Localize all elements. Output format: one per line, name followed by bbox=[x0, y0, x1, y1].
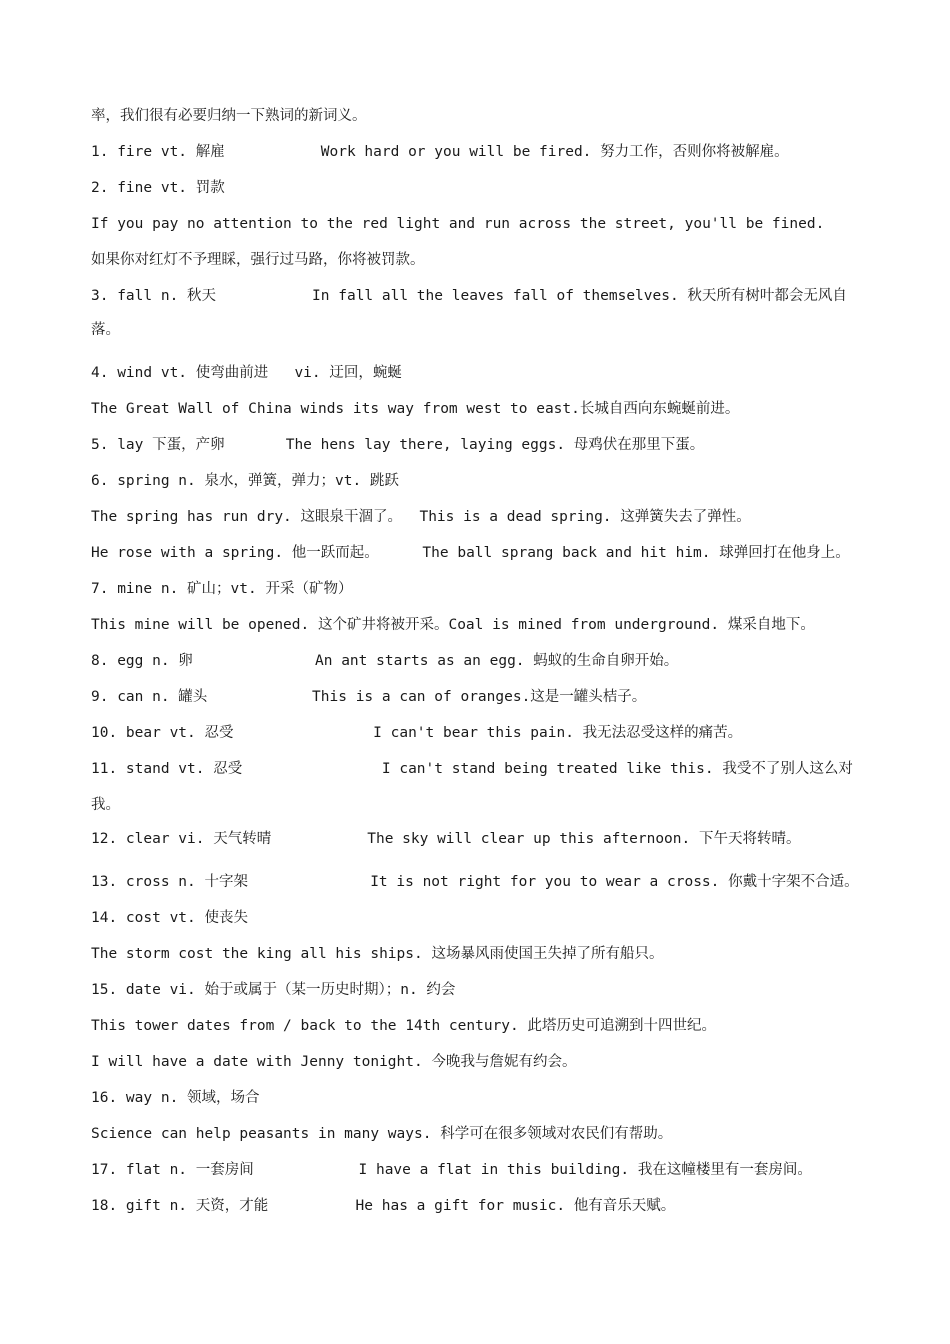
text-line: 率，我们很有必要归纳一下熟词的新词义。 bbox=[91, 108, 367, 124]
text-line bbox=[91, 1224, 866, 1260]
text-line: 8. egg n. 卵 An ant starts as an egg. 蚂蚁的生命自卵开始。 bbox=[91, 653, 679, 669]
text-line: 15. date vi. 始于或属于（某一历史时期）；n. 约会 bbox=[91, 982, 456, 998]
text-line: The spring has run dry. 这眼泉干涸了。 This is a dead spring. 这弹簧失去了弹性。 bbox=[91, 509, 751, 525]
text-line: 14. cost vt. 使丧失 bbox=[91, 910, 248, 926]
text-line: The Great Wall of China winds its way from west to east.长城自西向东蜿蜒前进。 bbox=[91, 401, 740, 417]
text-line: He rose with a spring. 他一跃而起。 The ball sprang back and hit him. 球弹回打在他身上。 bbox=[91, 545, 850, 561]
text-line: This mine will be opened. 这个矿井将被开采。Coal is mined from underground. 煤采自地下。 bbox=[91, 617, 815, 633]
text-line: 18. gift n. 天资，才能 He has a gift for music. 他有音乐天赋。 bbox=[91, 1198, 676, 1214]
text-line: 如果你对红灯不予理睬，强行过马路，你将被罚款。 bbox=[91, 252, 425, 268]
text-line: 6. spring n. 泉水，弹簧，弹力；vt. 跳跃 bbox=[91, 473, 399, 489]
text-line: 10. bear vt. 忍受 I can't bear this pain. 我无法忍受这样的痛苦。 bbox=[91, 725, 743, 741]
text-line: Science can help peasants in many ways. 科学可在很多领域对农民们有帮助。 bbox=[91, 1126, 673, 1142]
text-line: 12. clear vi. 天气转晴 The sky will clear up this afternoon. 下午天将转晴。 bbox=[91, 831, 801, 847]
text-line: This tower dates from / back to the 14th century. 此塔历史可追溯到十四世纪。 bbox=[91, 1018, 716, 1034]
text-line: 16. way n. 领域，场合 bbox=[91, 1090, 260, 1106]
text-line: 我。 bbox=[91, 797, 120, 813]
text-line: 5. lay 下蛋，产卵 The hens lay there, laying eggs. 母鸡伏在那里下蛋。 bbox=[91, 437, 705, 453]
text-line: If you pay no attention to the red light and run across the street, you'll be fined. bbox=[91, 216, 825, 232]
text-line: 9. can n. 罐头 This is a can of oranges.这是一罐头桔子。 bbox=[91, 689, 647, 705]
text-line: 4. wind vt. 使弯曲前进 vi. 迂回，蜿蜒 bbox=[91, 365, 402, 381]
text-line: 2. fine vt. 罚款 bbox=[91, 180, 225, 196]
text-line: I will have a date with Jenny tonight. 今晚我与詹妮有约会。 bbox=[91, 1054, 577, 1070]
text-line: 13. cross n. 十字架 It is not right for you to wear a cross. 你戴十字架不合适。 bbox=[91, 874, 859, 890]
text-line: 11. stand vt. 忍受 I can't stand being treated like this. 我受不了别人这么对 bbox=[91, 761, 853, 777]
text-line: 17. flat n. 一套房间 I have a flat in this building. 我在这幢楼里有一套房间。 bbox=[91, 1162, 812, 1178]
text-line: The storm cost the king all his ships. 这场暴风雨使国王失掉了所有船只。 bbox=[91, 946, 664, 962]
text-line: 落。 bbox=[91, 322, 120, 338]
text-line: 3. fall n. 秋天 In fall all the leaves fall of themselves. 秋天所有树叶都会无风自 bbox=[91, 288, 847, 304]
text-line: 7. mine n. 矿山；vt. 开采（矿物） bbox=[91, 581, 353, 597]
text-line: 1. fire vt. 解雇 Work hard or you will be fired. 努力工作，否则你将被解雇。 bbox=[91, 144, 789, 160]
document-body bbox=[91, 98, 866, 1260]
